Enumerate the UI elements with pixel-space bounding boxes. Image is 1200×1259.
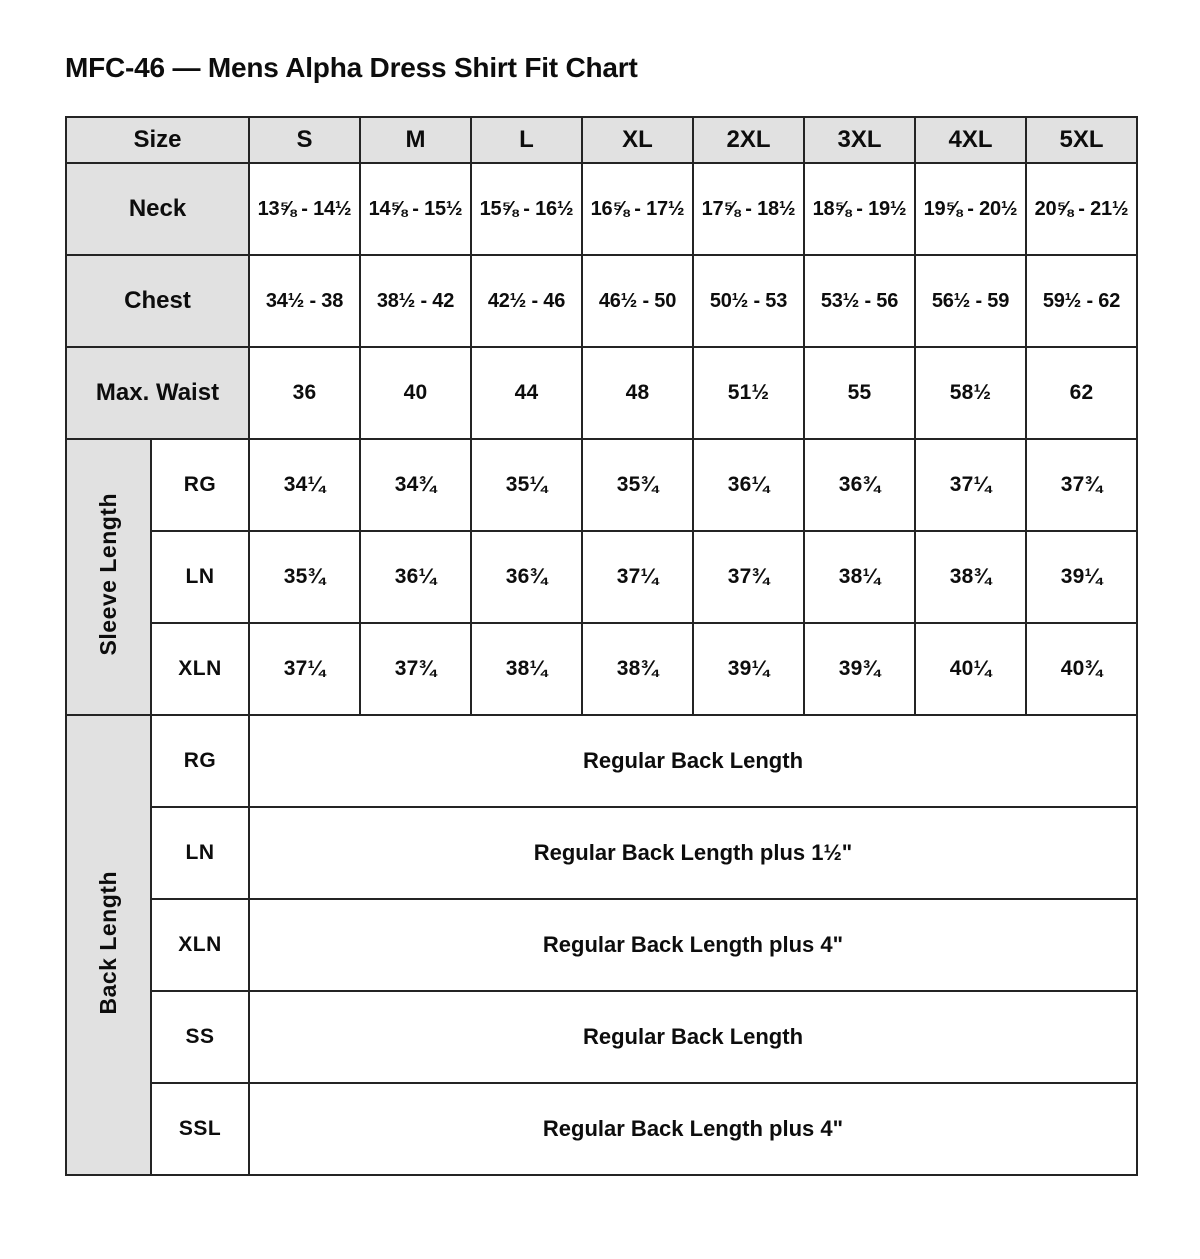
sleeve-rg-value-cell: 36¼ [693,439,804,531]
chest-value-cell: 56½ - 59 [915,255,1026,347]
back-length-xln-row [66,899,1137,991]
chest-value-cell: 59½ - 62 [1026,255,1137,347]
back-length-ss-row [66,991,1137,1083]
size-col-header-5xl: 5XL [1026,117,1137,163]
sleeve-ln-value-cell: 38¾ [915,531,1026,623]
chest-value-cell: 50½ - 53 [693,255,804,347]
back-xln-label: XLN [151,899,249,991]
sleeve-xln-value-cell: 38¼ [471,623,582,715]
back-ss-value-cell: Regular Back Length [249,991,1137,1083]
chest-value-cell: 38½ - 42 [360,255,471,347]
sleeve-rg-value-cell: 34¼ [249,439,360,531]
back-rg-value-cell: Regular Back Length [249,715,1137,807]
sleeve-rg-value-cell: 35¼ [471,439,582,531]
chest-value-cell: 42½ - 46 [471,255,582,347]
neck-value-cell: 15⅝ - 16½ [471,163,582,255]
max-waist-value-cell: 58½ [915,347,1026,439]
back-ssl-value-cell: Regular Back Length plus 4" [249,1083,1137,1175]
back-rg-label: RG [151,715,249,807]
back-xln-value-cell: Regular Back Length plus 4" [249,899,1137,991]
sleeve-ln-label: LN [151,531,249,623]
page-title: MFC-46 — Mens Alpha Dress Shirt Fit Chart [65,52,638,83]
sleeve-length-rg-row [66,439,1137,531]
neck-value-cell: 18⅝ - 19½ [804,163,915,255]
back-ssl-label: SSL [151,1083,249,1175]
size-col-header-3xl: 3XL [804,117,915,163]
size-col-header-4xl: 4XL [915,117,1026,163]
sleeve-ln-value-cell: 37¼ [582,531,693,623]
back-length-group-label-text: Back Length [95,870,121,1015]
back-length-group-label [66,715,151,1175]
sleeve-ln-value-cell: 35¾ [249,531,360,623]
size-header-label: Size [66,117,249,163]
chest-value-cell: 53½ - 56 [804,255,915,347]
size-col-header-m: M [360,117,471,163]
sleeve-ln-value-cell: 38¼ [804,531,915,623]
size-header-row [66,117,1137,163]
max-waist-value-cell: 62 [1026,347,1137,439]
fit-chart-table [65,116,1138,1176]
sleeve-length-ln-row [66,531,1137,623]
max-waist-value-cell: 40 [360,347,471,439]
sleeve-xln-value-cell: 37¾ [360,623,471,715]
back-ln-label: LN [151,807,249,899]
max-waist-value-cell: 36 [249,347,360,439]
chest-row [66,255,1137,347]
back-ln-value-cell: Regular Back Length plus 1½" [249,807,1137,899]
neck-value-cell: 13⅝ - 14½ [249,163,360,255]
neck-value-cell: 14⅝ - 15½ [360,163,471,255]
max-waist-row-label: Max. Waist [66,347,249,439]
chest-row-label: Chest [66,255,249,347]
sleeve-length-group-label-text: Sleeve Length [95,493,121,656]
sleeve-ln-value-cell: 37¾ [693,531,804,623]
neck-row-label: Neck [66,163,249,255]
sleeve-xln-value-cell: 39¾ [804,623,915,715]
sleeve-rg-label: RG [151,439,249,531]
back-ss-label: SS [151,991,249,1083]
sleeve-xln-value-cell: 40¼ [915,623,1026,715]
sleeve-xln-value-cell: 37¼ [249,623,360,715]
sleeve-length-group-label [66,439,151,715]
sleeve-rg-value-cell: 37¾ [1026,439,1137,531]
sleeve-length-xln-row [66,623,1137,715]
chest-value-cell: 34½ - 38 [249,255,360,347]
max-waist-value-cell: 44 [471,347,582,439]
size-col-header-2xl: 2XL [693,117,804,163]
sleeve-xln-value-cell: 40¾ [1026,623,1137,715]
max-waist-row [66,347,1137,439]
sleeve-rg-value-cell: 35¾ [582,439,693,531]
sleeve-xln-value-cell: 39¼ [693,623,804,715]
sleeve-ln-value-cell: 36¼ [360,531,471,623]
back-length-rg-row [66,715,1137,807]
max-waist-value-cell: 55 [804,347,915,439]
sleeve-rg-value-cell: 34¾ [360,439,471,531]
back-length-ln-row [66,807,1137,899]
max-waist-value-cell: 48 [582,347,693,439]
sleeve-rg-value-cell: 37¼ [915,439,1026,531]
neck-value-cell: 19⅝ - 20½ [915,163,1026,255]
neck-row [66,163,1137,255]
sleeve-xln-value-cell: 38¾ [582,623,693,715]
neck-value-cell: 17⅝ - 18½ [693,163,804,255]
chest-value-cell: 46½ - 50 [582,255,693,347]
max-waist-value-cell: 51½ [693,347,804,439]
size-col-header-s: S [249,117,360,163]
back-length-ssl-row [66,1083,1137,1175]
size-col-header-l: L [471,117,582,163]
neck-value-cell: 20⅝ - 21½ [1026,163,1137,255]
sleeve-rg-value-cell: 36¾ [804,439,915,531]
neck-value-cell: 16⅝ - 17½ [582,163,693,255]
sleeve-ln-value-cell: 39¼ [1026,531,1137,623]
size-col-header-xl: XL [582,117,693,163]
sleeve-ln-value-cell: 36¾ [471,531,582,623]
sleeve-xln-label: XLN [151,623,249,715]
